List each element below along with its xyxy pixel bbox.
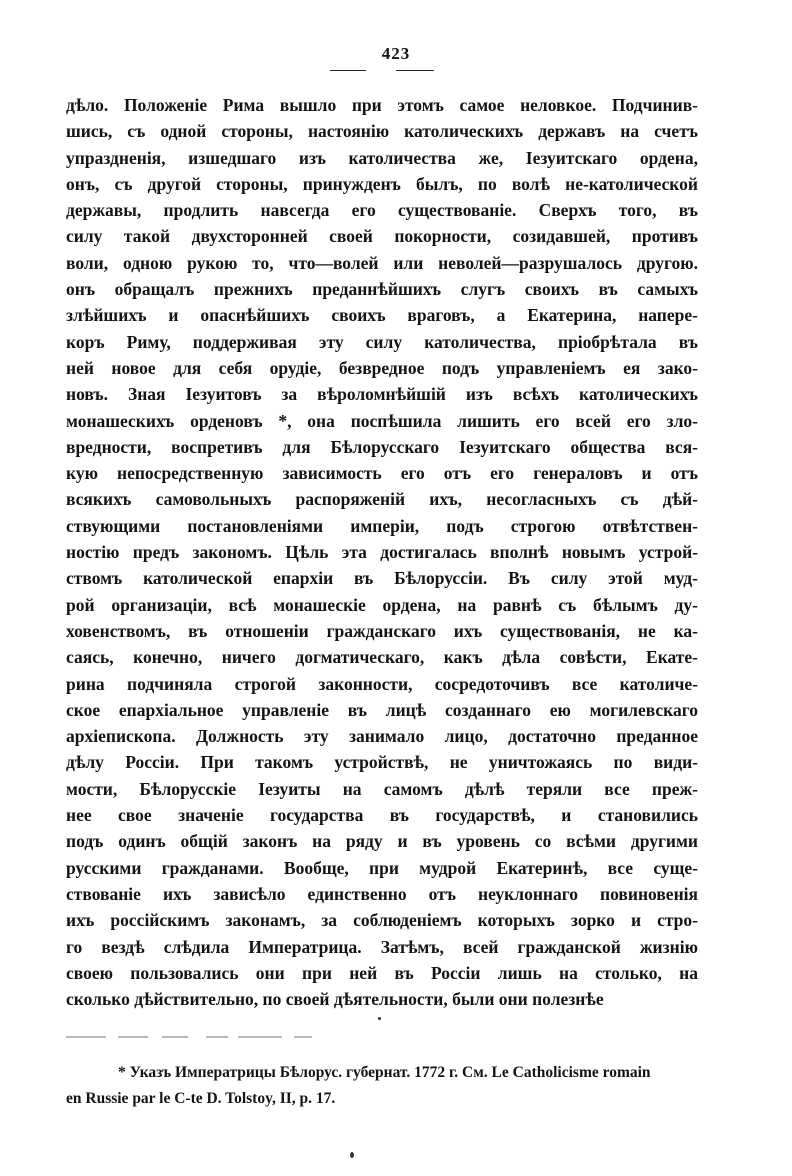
text-line: го вездѣ слѣдила Императрица. Затѣмъ, всей гражданской жизнію bbox=[66, 936, 698, 957]
text-line: вредности, воспретивъ для Бѣлорусскаго Іезуитскаго общества вся- bbox=[66, 436, 698, 457]
text-line: шись, съ одной стороны, настоянію католическихъ державъ на счетъ bbox=[66, 121, 698, 142]
text-line: силу такой двухсторонней своей покорности, созидавшей, противъ bbox=[66, 226, 698, 247]
text-line: всякихъ самовольныхъ распоряженій ихъ, несогласныхъ съ дѣй- bbox=[66, 489, 698, 510]
text-line: ствованіе ихъ зависѣло единственно отъ неуклоннаго повиновенія bbox=[66, 883, 698, 904]
text-line: державы, продлить навсегда его существованіе. Сверхъ того, въ bbox=[66, 200, 698, 221]
text-line: ствомъ католической епархіи въ Бѣлоруссіи. Въ силу этой муд- bbox=[66, 568, 698, 589]
text-line: дѣлу Россіи. При такомъ устройствѣ, не уничтожаясь по види- bbox=[66, 752, 698, 773]
text-line: ностію предъ закономъ. Цѣль эта достигалась вполнѣ новымъ устрой- bbox=[66, 542, 698, 563]
text-line: подъ одинъ общій законъ на ряду и въ уровень со всѣми другими bbox=[66, 831, 698, 852]
body-text bbox=[66, 92, 698, 1012]
text-line: дѣло. Положеніе Рима вышло при этомъ самое неловкое. Подчинив- bbox=[66, 95, 698, 115]
text-line: мости, Бѣлорусскіе Іезуиты на самомъ дѣлѣ теряли все преж- bbox=[66, 778, 698, 799]
text-line: саясь, конечно, ничего догматическаго, какъ дѣла совѣсти, Екате- bbox=[66, 647, 698, 668]
footnote bbox=[66, 1060, 698, 1112]
text-line: упраздненія, изшедшаго изъ католичества же, Іезуитскаго ордена, bbox=[66, 147, 698, 168]
text-line: русскими гражданами. Вообще, при мудрой Екатеринѣ, все суще- bbox=[66, 857, 698, 878]
text-line: монашескихъ орденовъ *, она поспѣшила лишить его всей его зло- bbox=[66, 410, 698, 431]
text-line: воли, одною рукою то, что—волей или неволей—разрушалось другою. bbox=[66, 252, 698, 273]
text-line: онъ, съ другой стороны, принужденъ былъ, по волѣ не-католической bbox=[66, 173, 698, 194]
text-line: ское епархіальное управленіе въ лицѣ созданнаго ею могилевскаго bbox=[66, 699, 698, 720]
text-line: коръ Риму, поддерживая эту силу католичества, пріобрѣтала въ bbox=[66, 331, 698, 352]
speck-mark bbox=[350, 1152, 354, 1158]
text-line: ихъ россійскимъ законамъ, за соблюденіемъ которыхъ зорко и стро- bbox=[66, 910, 698, 931]
speck-mark bbox=[378, 1017, 381, 1020]
header-rule-right bbox=[396, 70, 434, 71]
text-line: рой организаціи, всѣ монашескіе ордена, на равнѣ съ бѣлымъ ду- bbox=[66, 594, 698, 615]
text-line: кую непосредственную зависимость его отъ его генераловъ и отъ bbox=[66, 463, 698, 484]
text-line: злѣйшихъ и опаснѣйшихъ своихъ враговъ, а Екатерина, напере- bbox=[66, 305, 698, 326]
text-line: архіепископа. Должность эту занимало лицо, достаточно преданное bbox=[66, 726, 698, 747]
text-line: рина подчиняла строгой законности, сосредоточивъ все католиче- bbox=[66, 673, 698, 694]
text-line: своею пользовались они при ней въ Россіи лишь на столько, на bbox=[66, 962, 698, 983]
text-line: ней новое для себя орудіе, безвредное подъ управленіемъ ея зако- bbox=[66, 357, 698, 378]
footnote-line: * Указъ Императрицы Бѣлорус. губернат. 1772 г. См. Le Catholicisme romain bbox=[118, 1064, 651, 1081]
text-line: нее свое значеніе государства въ государствѣ, и становились bbox=[66, 805, 698, 826]
text-line: сколько дѣйствительно, по своей дѣятельности, были они полезнѣе bbox=[66, 989, 604, 1010]
page-number: 423 bbox=[381, 44, 411, 63]
text-line: онъ обращалъ прежнихъ преданнѣйшихъ слугъ своихъ въ самыхъ bbox=[66, 279, 698, 300]
faint-bleed-through-marks bbox=[66, 1034, 366, 1040]
footnote-line: en Russie par le C-te D. Tolstoy, II, p. 17. bbox=[66, 1090, 336, 1107]
header-rule-left bbox=[330, 70, 366, 71]
text-line: новъ. Зная Іезуитовъ за вѣроломнѣйшій изъ всѣхъ католическихъ bbox=[66, 384, 698, 405]
text-line: ховенствомъ, въ отношеніи гражданскаго ихъ существованія, не ка- bbox=[66, 620, 698, 641]
text-line: ствующими постановленіями имперіи, подъ строгою отвѣтствен- bbox=[66, 515, 698, 536]
